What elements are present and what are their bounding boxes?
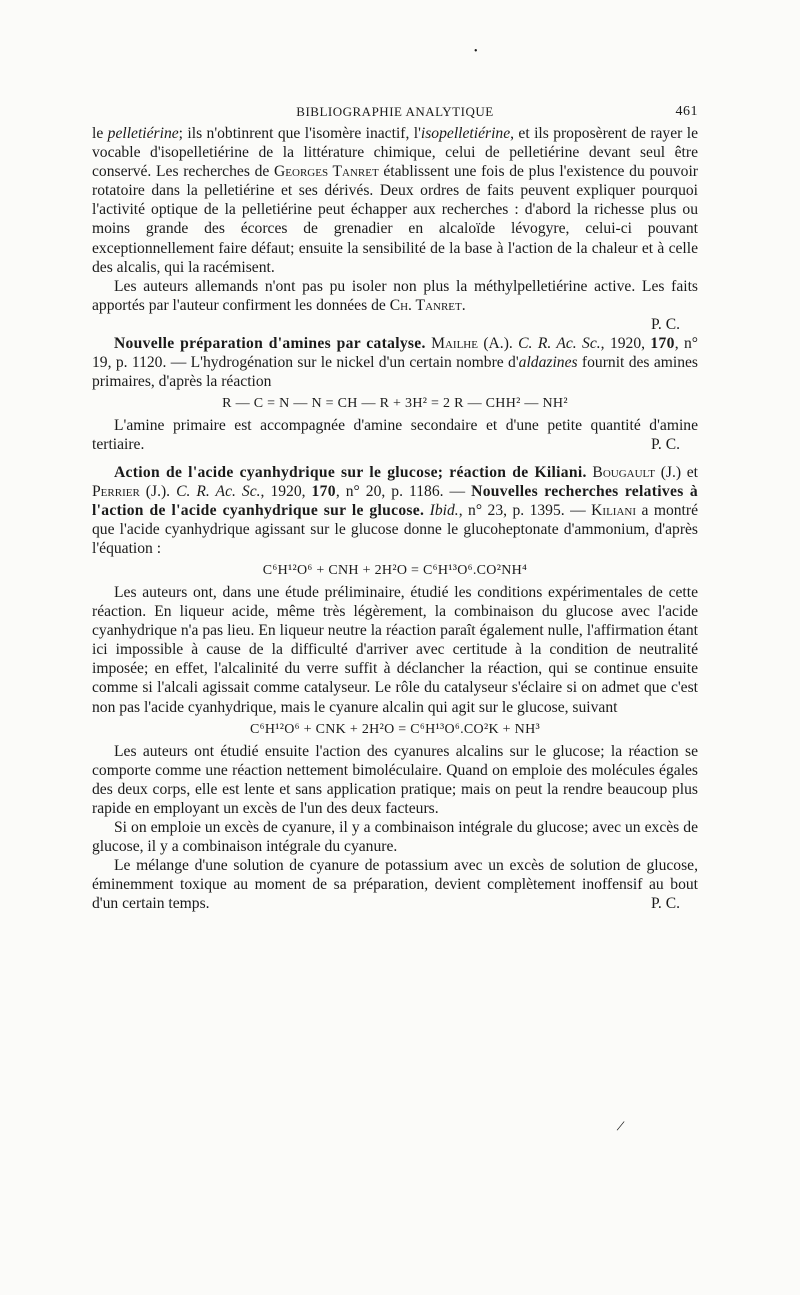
paragraph-text: L'amine primaire est accompagnée d'amine secondaire et d'une petite quantité d'amine tertiaire. xyxy=(92,417,698,454)
paragraph: Les auteurs ont, dans une étude préliminaire, étudié les conditions expérimentales de cette réaction. En liqueur acide, même très légèrement, la combinaison du glucose avec l'acide cyanhydrique n'a pas lieu. En liqueur neutre la réaction paraît également nulle, l'affirmation étant ici impossible à cause de la difficulté d'arriver avec certitude à la condition de neutralité imposée; en effet, l'alcalinité du verre suffit à déclancher la réaction, qui se continue ensuite comme si l'alcali agissait comme catalyseur. Le rôle du catalyseur s'éclaire si on admet que c'est non pas l'acide cyanhydrique, mais le cyanure alcalin qui agit sur le glucose, suivant xyxy=(92,583,698,716)
equation: R — C = N — N = CH — R + 3H² = 2 R — CHH² — NH² xyxy=(222,396,568,412)
running-head xyxy=(92,100,698,124)
equation: C⁶H¹²O⁶ + CNH + 2H²O = C⁶H¹³O⁶.CO²NH⁴ xyxy=(262,562,528,578)
author-signature: P. C. xyxy=(650,436,680,454)
italic-run: C. R. Ac. Sc. xyxy=(176,482,261,500)
text-run: (J.). xyxy=(139,482,177,500)
text-run: , 1920, xyxy=(600,335,651,353)
author-name: Georges Tanret xyxy=(274,163,379,181)
author-signature: P. C. xyxy=(650,895,680,913)
paragraph xyxy=(92,277,698,315)
author-signature: P. C. xyxy=(650,315,680,333)
author-name: Ch. Tanret xyxy=(389,296,462,314)
author-name: Kiliani xyxy=(591,501,637,519)
text-run: fournit des amines primaires, d'après la réaction xyxy=(92,354,698,391)
italic-run: Ibid. xyxy=(429,501,459,519)
bold-run: 170 xyxy=(311,482,336,500)
paragraph xyxy=(92,124,698,277)
text-run: , 1920, xyxy=(260,482,312,500)
italic-run: aldazines xyxy=(518,354,578,372)
bold-run: Nouvelle préparation d'amines par catalyse. xyxy=(114,335,426,353)
text-run: , et ils proposèrent de rayer le vocable d'isopelletiérine de la littérature chimique, celui de pelletiérine devant seul être conservé. Les recherches de xyxy=(92,125,698,181)
running-head-title: BIBLIOGRAPHIE ANALYTIQUE xyxy=(296,104,494,119)
page-number: 461 xyxy=(675,104,698,119)
page-body xyxy=(92,100,698,913)
italic-run: C. R. Ac. Sc. xyxy=(518,335,601,353)
italic-run: isopelletiérine xyxy=(420,125,511,142)
paragraph xyxy=(92,856,698,913)
bold-run: 170 xyxy=(650,335,675,353)
text-run: ; ils n'obtinrent que l'isomère inactif, l' xyxy=(178,125,421,142)
text-run: Les auteurs allemands n'ont pas pu isoler non plus la méthylpelletiérine active. Les faits apportés par l'auteur confirment les données de xyxy=(92,277,698,314)
paragraph: Si on emploie un excès de cyanure, il y a combinaison intégrale du glucose; avec un excès de glucose, il y a combinaison intégrale du cyanure. xyxy=(92,819,698,856)
bold-run: Nouvelles recherches relatives à l'action de l'acide cyanhydrique sur le glucose. xyxy=(92,482,698,519)
stray-mark: / xyxy=(615,1117,626,1136)
italic-run: pelletiérine xyxy=(107,125,179,142)
text-run: a montré que l'acide cyanhydrique agissant sur le glucose donne le glucoheptonate d'ammonium, d'après l'équation : xyxy=(92,501,698,557)
paragraph: Les auteurs ont étudié ensuite l'action des cyanures alcalins sur le glucose; la réaction se comporte comme une réaction nettement bimoléculaire. Quand on emploie des molécules égales des deux corps, elle est lente et sans application pratique; mais on peut la rendre beaucoup plus rapide en employant un excès de l'un des deux facteurs. xyxy=(92,742,698,817)
abstract-heading-paragraph xyxy=(92,463,698,558)
text-run: (A.). xyxy=(477,335,519,353)
text-run: (J.) et xyxy=(654,463,699,481)
abstract-heading-paragraph xyxy=(92,334,698,391)
author-name: Bougault xyxy=(592,463,655,481)
author-name: Perrier xyxy=(92,482,140,500)
text-run: . xyxy=(461,296,466,314)
text-run: , n° 20, p. 1186. — xyxy=(335,482,472,500)
paragraph xyxy=(92,416,698,454)
text-run: , n° 19, p. 1120. — L'hydrogénation sur le nickel d'un certain nombre d' xyxy=(92,335,698,372)
author-name: Mailhe xyxy=(431,335,478,353)
stray-mark: • xyxy=(474,46,478,57)
text-run: établissent une fois de plus l'existence du pouvoir rotatoire dans la pelletiérine et ses dérivés. Deux ordres de faits peuvent expliquer pourquoi l'activité optique de la pelletiérine peut échapper aux recherches : d'abord la richesse plus ou moins grande des écorces de grenadier en alcaloïde lévogyre, celui-ci pouvant exceptionnellement faire défaut; ensuite la sensibilité de la base à l'action de la chaleur et à celle des alcalis, qui la racémisent. xyxy=(92,163,698,276)
text-run: , n° 23, p. 1395. — xyxy=(458,501,592,519)
paragraph-text: Le mélange d'une solution de cyanure de potassium avec un excès de solution de glucose, éminemment toxique au moment de sa préparation, devient complètement inoffensif au bout d'un certain temps. xyxy=(92,857,698,913)
equation: C⁶H¹²O⁶ + CNK + 2H²O = C⁶H¹³O⁶.CO²K + NH³ xyxy=(250,721,540,737)
text-run: le xyxy=(92,125,108,142)
bold-run: Action de l'acide cyanhydrique sur le glucose; réaction de Kiliani. xyxy=(114,463,587,481)
